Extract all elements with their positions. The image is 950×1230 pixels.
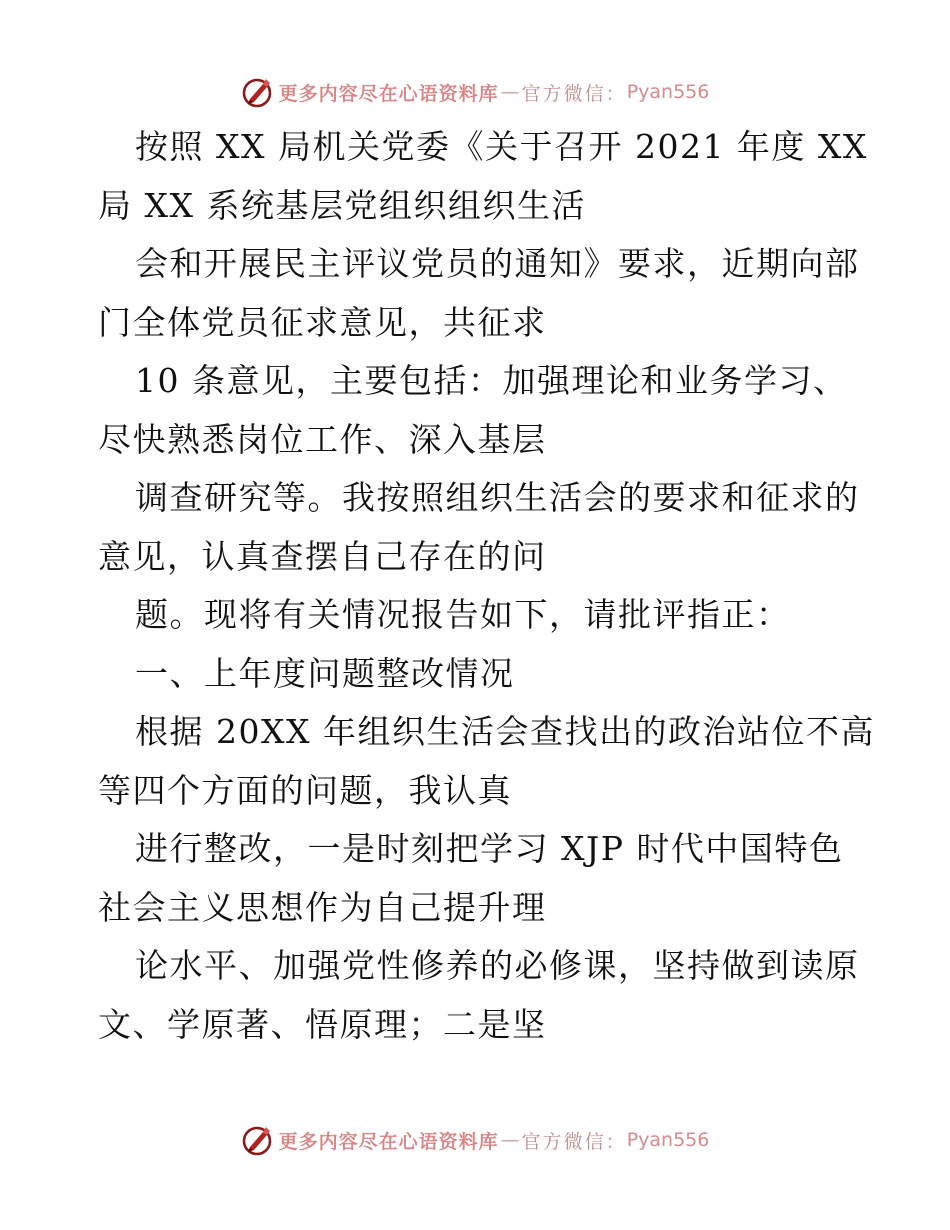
- text-line: 论水平、加强党性修养的必修课，坚持做到读原: [135, 946, 860, 985]
- text-line: 门全体党员征求意见，共征求: [98, 302, 547, 342]
- text-line: 10 条意见，主要包括：加强理论和业务学习、: [135, 361, 848, 400]
- text-line: 会和开展民主评议党员的通知》要求，近期向部: [135, 244, 860, 283]
- banner-text: [279, 79, 710, 106]
- pen-logo-icon: [241, 75, 275, 109]
- text-line: 根据 20XX 年组织生活会查找出的政治站位不高: [135, 712, 875, 751]
- banner-separator: —: [500, 81, 520, 103]
- banner-library-text: 更多内容尽在心语资料库: [278, 82, 499, 105]
- text-line: 按照 XX 局机关党委《关于召开 2021 年度 XX: [135, 127, 868, 166]
- text-line: 文、学原著、悟原理；二是坚: [98, 1004, 547, 1044]
- banner-official-text: 官方微信：: [521, 1130, 627, 1153]
- text-line: 题。现将有关情况报告如下，请批评指正：: [135, 595, 791, 634]
- pen-logo-icon: [241, 1123, 275, 1157]
- text-line: 尽快熟悉岗位工作、深入基层: [98, 419, 547, 459]
- text-line: 社会主义思想作为自己提升理: [98, 887, 547, 927]
- text-line: 一、上年度问题整改情况: [135, 653, 515, 693]
- banner-official-text: 官方微信：: [521, 82, 627, 105]
- document-body: [98, 118, 875, 1054]
- text-line: 局 XX 系统基层党组织组织生活: [98, 185, 586, 225]
- banner-wechat-id: Pyan556: [626, 1129, 710, 1151]
- text-line: 进行整改，一是时刻把学习 XJP 时代中国特色: [135, 829, 844, 868]
- text-line: 意见，认真查摆自己存在的问: [98, 536, 547, 576]
- banner-separator: —: [500, 1129, 520, 1151]
- banner-text: [279, 1127, 710, 1154]
- header-banner: [0, 72, 950, 112]
- text-line: 调查研究等。我按照组织生活会的要求和征求的: [135, 478, 860, 517]
- banner-library-text: 更多内容尽在心语资料库: [278, 1130, 499, 1153]
- footer-banner: [0, 1120, 950, 1160]
- text-line: 等四个方面的问题，我认真: [98, 770, 512, 810]
- banner-wechat-id: Pyan556: [626, 81, 710, 103]
